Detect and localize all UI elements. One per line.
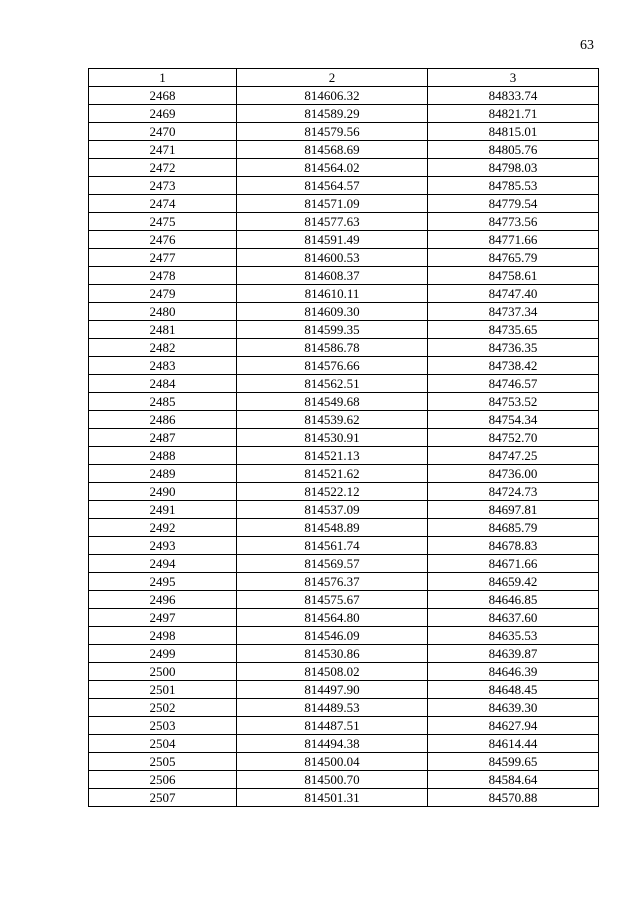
table-cell-col-2: 814569.57 (237, 555, 428, 573)
table-cell-col-3: 84639.30 (428, 699, 599, 717)
table-cell-col-1: 2473 (89, 177, 237, 195)
table-row (89, 231, 599, 249)
table-cell-col-1: 2472 (89, 159, 237, 177)
table-cell-col-3: 84685.79 (428, 519, 599, 537)
table-cell-col-1: 2497 (89, 609, 237, 627)
table-cell-col-2: 814591.49 (237, 231, 428, 249)
table-cell-col-2: 814571.09 (237, 195, 428, 213)
table-cell-col-3: 84724.73 (428, 483, 599, 501)
table-row (89, 195, 599, 213)
table-cell-col-1: 2476 (89, 231, 237, 249)
table-cell-col-1: 2470 (89, 123, 237, 141)
table-cell-col-2: 814606.32 (237, 87, 428, 105)
table-cell-col-1: 2500 (89, 663, 237, 681)
table-cell-col-1: 2504 (89, 735, 237, 753)
table-cell-col-1: 2505 (89, 753, 237, 771)
table-row (89, 105, 599, 123)
table-row (89, 447, 599, 465)
table-cell-col-1: 2483 (89, 357, 237, 375)
table-cell-col-3: 84646.85 (428, 591, 599, 609)
table-cell-col-3: 84752.70 (428, 429, 599, 447)
table-cell-col-3: 84815.01 (428, 123, 599, 141)
table-cell-col-3: 84785.53 (428, 177, 599, 195)
table-row (89, 429, 599, 447)
table-cell-col-1: 2481 (89, 321, 237, 339)
table-row (89, 537, 599, 555)
table-cell-col-2: 814589.29 (237, 105, 428, 123)
table-row (89, 159, 599, 177)
table-row (89, 213, 599, 231)
table-cell-col-1: 2471 (89, 141, 237, 159)
table-cell-col-1: 2503 (89, 717, 237, 735)
table-cell-col-1: 2487 (89, 429, 237, 447)
table-cell-col-2: 814586.78 (237, 339, 428, 357)
table-cell-col-2: 814576.37 (237, 573, 428, 591)
table-cell-col-3: 84646.39 (428, 663, 599, 681)
table-cell-col-3: 84754.34 (428, 411, 599, 429)
table-cell-col-3: 84798.03 (428, 159, 599, 177)
table-row (89, 357, 599, 375)
table-cell-col-1: 2469 (89, 105, 237, 123)
table-cell-col-2: 814539.62 (237, 411, 428, 429)
table-cell-col-3: 84753.52 (428, 393, 599, 411)
table-row (89, 267, 599, 285)
table-cell-col-3: 84736.00 (428, 465, 599, 483)
table-cell-col-1: 2496 (89, 591, 237, 609)
table-cell-col-2: 814576.66 (237, 357, 428, 375)
table-cell-col-2: 814564.02 (237, 159, 428, 177)
table-cell-col-2: 814500.70 (237, 771, 428, 789)
column-header-2: 2 (237, 69, 428, 87)
table-cell-col-2: 814577.63 (237, 213, 428, 231)
table-cell-col-2: 814501.31 (237, 789, 428, 807)
table-cell-col-2: 814497.90 (237, 681, 428, 699)
table-row (89, 321, 599, 339)
page-number: 63 (580, 38, 594, 53)
table-cell-col-3: 84599.65 (428, 753, 599, 771)
table-row (89, 87, 599, 105)
table-row (89, 789, 599, 807)
table-cell-col-3: 84659.42 (428, 573, 599, 591)
table-row (89, 663, 599, 681)
table-cell-col-2: 814579.56 (237, 123, 428, 141)
table-cell-col-2: 814521.13 (237, 447, 428, 465)
table-cell-col-3: 84833.74 (428, 87, 599, 105)
table-cell-col-2: 814546.09 (237, 627, 428, 645)
table-row (89, 177, 599, 195)
table-cell-col-2: 814521.62 (237, 465, 428, 483)
table-cell-col-1: 2484 (89, 375, 237, 393)
table-cell-col-3: 84697.81 (428, 501, 599, 519)
table-cell-col-2: 814530.86 (237, 645, 428, 663)
table-cell-col-2: 814575.67 (237, 591, 428, 609)
table-cell-col-3: 84771.66 (428, 231, 599, 249)
table-cell-col-2: 814562.51 (237, 375, 428, 393)
table-cell-col-1: 2494 (89, 555, 237, 573)
table-cell-col-3: 84758.61 (428, 267, 599, 285)
table-cell-col-3: 84736.35 (428, 339, 599, 357)
table-cell-col-1: 2501 (89, 681, 237, 699)
table-cell-col-3: 84637.60 (428, 609, 599, 627)
table-cell-col-1: 2477 (89, 249, 237, 267)
table-cell-col-1: 2468 (89, 87, 237, 105)
table-cell-col-3: 84584.64 (428, 771, 599, 789)
table-cell-col-1: 2480 (89, 303, 237, 321)
table-cell-col-1: 2479 (89, 285, 237, 303)
table-cell-col-1: 2506 (89, 771, 237, 789)
table-row (89, 591, 599, 609)
table-cell-col-1: 2495 (89, 573, 237, 591)
table-cell-col-3: 84648.45 (428, 681, 599, 699)
table-row (89, 555, 599, 573)
table-cell-col-1: 2492 (89, 519, 237, 537)
table-cell-col-1: 2488 (89, 447, 237, 465)
table-row (89, 249, 599, 267)
table-cell-col-1: 2493 (89, 537, 237, 555)
table-cell-col-1: 2475 (89, 213, 237, 231)
table-row (89, 465, 599, 483)
table-cell-col-2: 814568.69 (237, 141, 428, 159)
table-row (89, 573, 599, 591)
table-cell-col-3: 84747.25 (428, 447, 599, 465)
table-cell-col-3: 84737.34 (428, 303, 599, 321)
table-row (89, 303, 599, 321)
table-cell-col-3: 84570.88 (428, 789, 599, 807)
table-cell-col-1: 2478 (89, 267, 237, 285)
table-cell-col-3: 84678.83 (428, 537, 599, 555)
table-cell-col-1: 2486 (89, 411, 237, 429)
header-row (89, 69, 599, 87)
table-row (89, 501, 599, 519)
table-cell-col-2: 814530.91 (237, 429, 428, 447)
table-cell-col-3: 84671.66 (428, 555, 599, 573)
table-cell-col-2: 814608.37 (237, 267, 428, 285)
table-cell-col-2: 814494.38 (237, 735, 428, 753)
table-cell-col-3: 84765.79 (428, 249, 599, 267)
table-row (89, 519, 599, 537)
table-cell-col-1: 2507 (89, 789, 237, 807)
table-cell-col-3: 84779.54 (428, 195, 599, 213)
table-header (89, 69, 599, 87)
table-cell-col-1: 2490 (89, 483, 237, 501)
table-cell-col-3: 84747.40 (428, 285, 599, 303)
table-cell-col-3: 84738.42 (428, 357, 599, 375)
column-header-1: 1 (89, 69, 237, 87)
table-row (89, 681, 599, 699)
table-cell-col-3: 84639.87 (428, 645, 599, 663)
table-cell-col-2: 814564.80 (237, 609, 428, 627)
table-cell-col-3: 84746.57 (428, 375, 599, 393)
table-row (89, 141, 599, 159)
table-cell-col-1: 2489 (89, 465, 237, 483)
table-row (89, 411, 599, 429)
table-cell-col-1: 2485 (89, 393, 237, 411)
table-cell-col-1: 2499 (89, 645, 237, 663)
table-cell-col-3: 84635.53 (428, 627, 599, 645)
table-cell-col-2: 814600.53 (237, 249, 428, 267)
table-cell-col-2: 814508.02 (237, 663, 428, 681)
table-cell-col-1: 2502 (89, 699, 237, 717)
table-cell-col-2: 814609.30 (237, 303, 428, 321)
table-cell-col-2: 814599.35 (237, 321, 428, 339)
table-cell-col-2: 814489.53 (237, 699, 428, 717)
table-cell-col-2: 814522.12 (237, 483, 428, 501)
table-cell-col-3: 84614.44 (428, 735, 599, 753)
table-cell-col-1: 2474 (89, 195, 237, 213)
table-row (89, 339, 599, 357)
coordinates-table (88, 68, 599, 807)
table-cell-col-2: 814564.57 (237, 177, 428, 195)
table-cell-col-2: 814537.09 (237, 501, 428, 519)
table-cell-col-2: 814548.89 (237, 519, 428, 537)
table-row (89, 375, 599, 393)
table-row (89, 627, 599, 645)
table-cell-col-3: 84821.71 (428, 105, 599, 123)
table-cell-col-1: 2498 (89, 627, 237, 645)
table-cell-col-2: 814549.68 (237, 393, 428, 411)
table-cell-col-2: 814487.51 (237, 717, 428, 735)
table-cell-col-3: 84773.56 (428, 213, 599, 231)
table-cell-col-3: 84627.94 (428, 717, 599, 735)
table-row (89, 483, 599, 501)
column-header-3: 3 (428, 69, 599, 87)
table-cell-col-2: 814500.04 (237, 753, 428, 771)
table-row (89, 393, 599, 411)
table-row (89, 123, 599, 141)
table-cell-col-1: 2482 (89, 339, 237, 357)
table-row (89, 699, 599, 717)
table-cell-col-2: 814561.74 (237, 537, 428, 555)
table-cell-col-1: 2491 (89, 501, 237, 519)
table-body (89, 87, 599, 807)
table-row (89, 735, 599, 753)
table-row (89, 771, 599, 789)
table-row (89, 285, 599, 303)
table-row (89, 753, 599, 771)
table-cell-col-3: 84805.76 (428, 141, 599, 159)
table-row (89, 609, 599, 627)
table-row (89, 645, 599, 663)
table-cell-col-3: 84735.65 (428, 321, 599, 339)
table-row (89, 717, 599, 735)
table-cell-col-2: 814610.11 (237, 285, 428, 303)
